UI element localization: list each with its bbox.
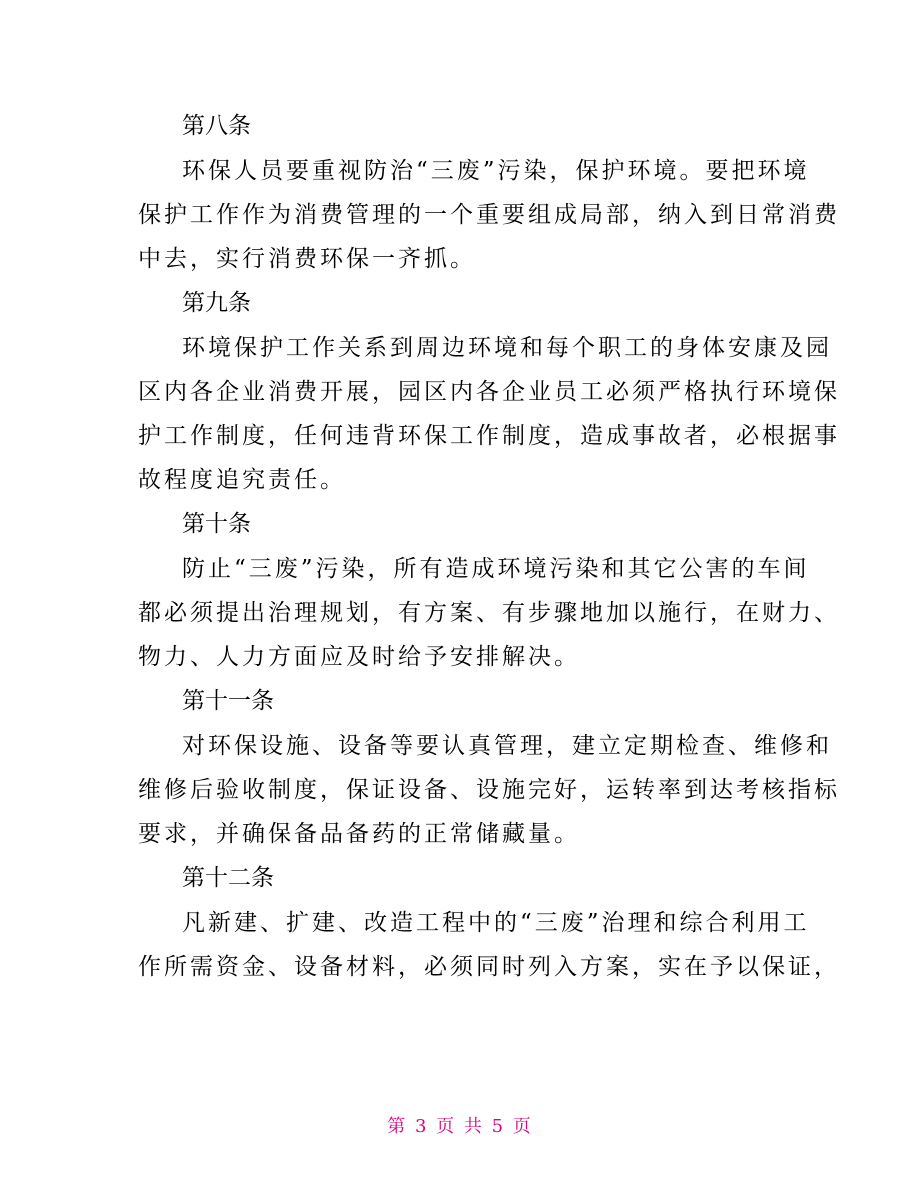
article-text-line: 保护工作作为消费管理的一个重要组成局部，纳入到日常消费 [138, 202, 840, 228]
article-text-line: 中去，实行消费环保一齐抓。 [138, 246, 476, 272]
article-text-line: 对环保设施、设备等要认真管理，建立定期检查、维修和 [182, 733, 832, 759]
article-text-line: 环境保护工作关系到周边环境和每个职工的身体安康及园 [182, 335, 832, 361]
article-text-line: 维修后验收制度，保证设备、设施完好，运转率到达考核指标 [138, 777, 840, 803]
article-text-line: 都必须提出治理规划，有方案、有步骤地加以施行，在财力、 [138, 600, 840, 626]
article-title: 第九条 [182, 290, 251, 316]
page-number-text: 第 3 页 共 5 页 [387, 1116, 533, 1137]
article-title: 第十二条 [182, 865, 274, 891]
document-body [138, 104, 840, 989]
article-text-line: 区内各企业消费开展，园区内各企业员工必须严格执行环境保 [138, 379, 840, 405]
article-text-line: 物力、人力方面应及时给予安排解决。 [138, 644, 580, 670]
page-number-footer [0, 1112, 920, 1138]
article-text-line: 作所需资金、设备材料，必须同时列入方案，实在予以保证， [138, 954, 840, 980]
article-title: 第八条 [182, 113, 251, 139]
article-title: 第十一条 [182, 688, 274, 714]
article-title: 第十条 [182, 511, 251, 537]
article-text-line: 故程度追究责任。 [138, 467, 346, 493]
article-text-line: 要求，并确保备品备药的正常储藏量。 [138, 821, 580, 847]
article-text-line: 护工作制度，任何违背环保工作制度，造成事故者，必根据事 [138, 423, 840, 449]
article-text-line: 凡新建、扩建、改造工程中的“三废”治理和综合利用工 [182, 910, 810, 936]
article-text-line: 环保人员要重视防治“三废”污染，保护环境。要把环境 [182, 158, 810, 184]
article-text-line: 防止“三废”污染，所有造成环境污染和其它公害的车间 [182, 556, 810, 582]
